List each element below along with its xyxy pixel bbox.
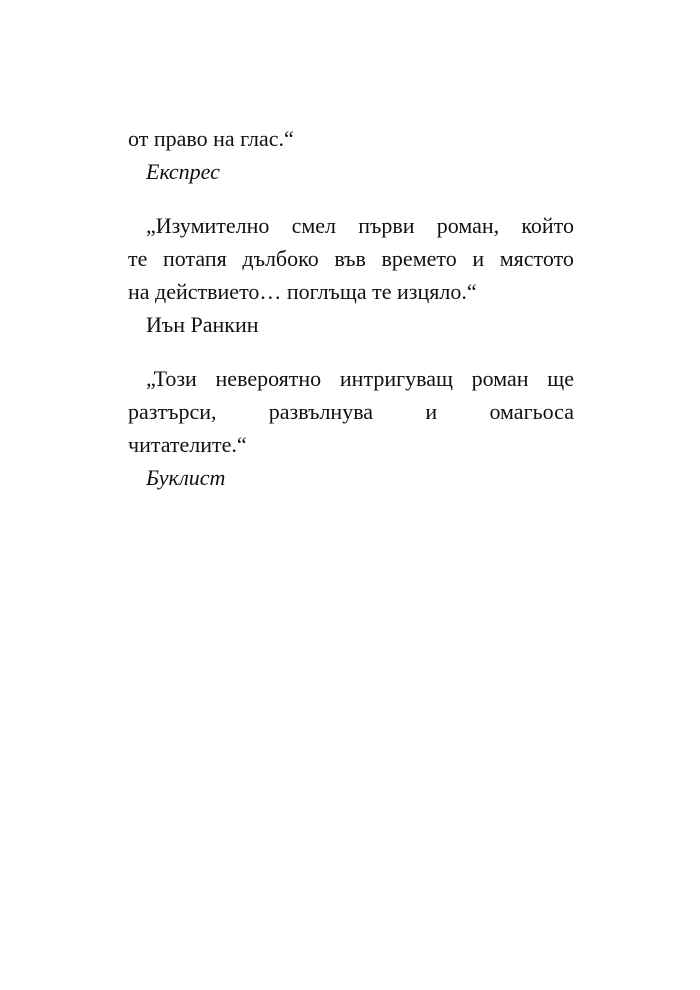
quote-1-source: Експрес — [146, 159, 220, 184]
paragraph-gap — [128, 341, 574, 362]
word: роман, — [436, 213, 500, 238]
quote-2-line-2 — [128, 242, 574, 275]
word: роман — [471, 366, 529, 391]
word: „Този — [146, 366, 197, 391]
quote-3-line-1 — [128, 362, 574, 395]
quote-3-line-3: читателите.“ — [128, 432, 247, 457]
quote-2-line-3: на действието… поглъща те изцяло.“ — [128, 279, 477, 304]
quote-3-source: Буклист — [146, 465, 226, 490]
word: невероятно — [215, 366, 322, 391]
word: и — [425, 399, 438, 424]
word: който — [521, 213, 574, 238]
quote-2-line-1 — [128, 209, 574, 242]
word: разтърси, — [128, 399, 217, 424]
word: потапя — [163, 246, 227, 271]
book-page-text — [128, 122, 574, 494]
word: във — [334, 246, 366, 271]
word: омагьоса — [489, 399, 574, 424]
word: интригуващ — [339, 366, 453, 391]
word: ще — [547, 366, 574, 391]
word: те — [128, 246, 148, 271]
word: развълнува — [268, 399, 374, 424]
word: смел — [291, 213, 337, 238]
word: „Изумително — [146, 213, 270, 238]
word: мястото — [499, 246, 574, 271]
word: дълбоко — [242, 246, 319, 271]
paragraph-gap — [128, 188, 574, 209]
word: времето — [381, 246, 457, 271]
quote-2-source: Иън Ранкин — [146, 312, 259, 337]
quote-3-line-2 — [128, 395, 574, 428]
word: и — [472, 246, 485, 271]
quote-1-last-line: от право на глас.“ — [128, 126, 294, 151]
word: първи — [358, 213, 415, 238]
